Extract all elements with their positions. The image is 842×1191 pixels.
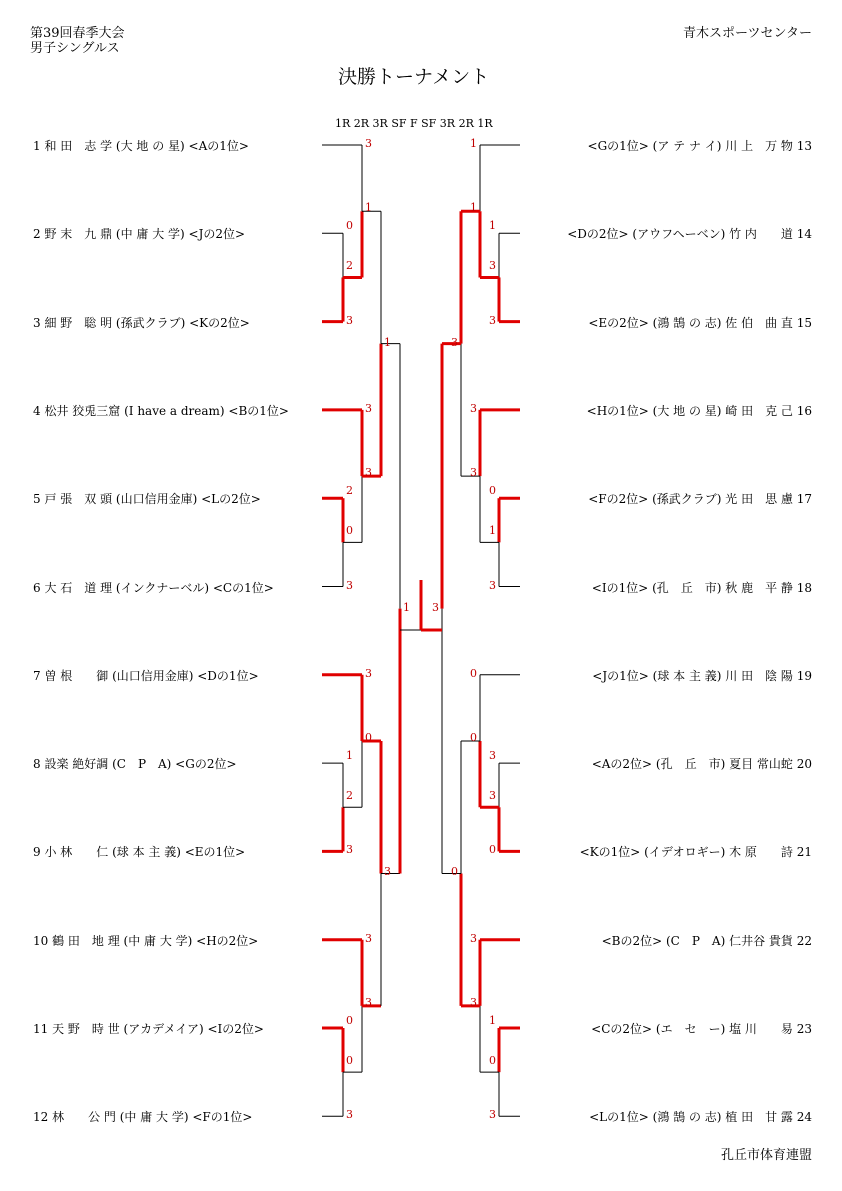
right-entry: <Cの2位> (エ セ ー) 塩 川 易 23: [591, 1022, 812, 1036]
match-score: 3: [489, 259, 496, 273]
match-score: 3: [489, 749, 496, 763]
match-score: 0: [470, 731, 477, 745]
match-score: 3: [365, 401, 372, 415]
match-score: 0: [346, 524, 353, 538]
match-score: 0: [470, 666, 477, 680]
match-score: 3: [470, 931, 477, 945]
match-score: 2: [346, 789, 353, 803]
match-score: 1: [470, 137, 477, 150]
match-score: 0: [489, 843, 496, 857]
left-entry: 11 天 野 時 世 (アカデメイア) <Iの2位>: [33, 1022, 264, 1036]
left-entry: 7 曽 根 御 (山口信用金庫) <Dの1位>: [33, 668, 259, 683]
right-entry: <Eの2位> (鴻 鵠 の 志) 佐 伯 曲 直 15: [588, 315, 812, 330]
match-score: 3: [489, 1108, 496, 1122]
match-score: 3: [432, 600, 439, 614]
match-score: 3: [365, 137, 372, 150]
match-score: 2: [346, 259, 353, 273]
match-score: 1: [489, 219, 496, 233]
match-score: 0: [489, 1054, 496, 1068]
right-entry: <Gの1位> (ア テ ナ イ) 川 上 万 物 13: [587, 139, 812, 153]
left-entry: 6 大 石 道 理 (インクナーベル) <Cの1位>: [33, 580, 274, 595]
match-score: 1: [489, 524, 496, 538]
left-entry: 10 鶴 田 地 理 (中 庸 大 学) <Hの2位>: [33, 933, 259, 948]
match-score: 3: [384, 865, 391, 879]
event-category: 男子シングルス: [30, 41, 120, 56]
match-score: 0: [451, 865, 458, 879]
round-labels: 1R 2R 3R SF F SF 3R 2R 1R: [335, 117, 493, 130]
left-entry: 5 戸 張 双 頭 (山口信用金庫) <Lの2位>: [33, 492, 261, 507]
right-entry: <Bの2位> (C P A) 仁井谷 貴貨 22: [601, 933, 812, 948]
match-score: 3: [365, 931, 372, 945]
match-score: 3: [346, 843, 353, 857]
match-score: 3: [365, 466, 372, 480]
match-score: 3: [470, 401, 477, 415]
right-entry: <Hの1位> (大 地 の 星) 崎 田 克 己 16: [586, 403, 812, 418]
page-title: 決勝トーナメント: [338, 66, 490, 88]
left-entry: 3 細 野 聡 明 (孫武クラブ) <Kの2位>: [33, 315, 250, 330]
match-score: 3: [489, 578, 496, 592]
match-score: 3: [489, 789, 496, 803]
match-score: 1: [489, 1014, 496, 1027]
match-score: 3: [346, 1108, 353, 1122]
match-score: 3: [470, 466, 477, 480]
right-entry: <Dの2位> (アウフヘーベン) 竹 内 道 14: [567, 227, 812, 242]
left-entry: 9 小 林 仁 (球 本 主 義) <Eの1位>: [33, 845, 246, 860]
venue: 青木スポーツセンター: [683, 26, 812, 41]
right-entry: <Lの1位> (鴻 鵠 の 志) 植 田 甘 露 24: [589, 1110, 812, 1125]
right-entry: <Iの1位> (孔 丘 市) 秋 鹿 平 静 18: [591, 580, 812, 595]
left-entry: 12 林 公 門 (中 庸 大 学) <Fの1位>: [33, 1110, 253, 1125]
match-score: 1: [470, 201, 477, 215]
match-score: 3: [365, 995, 372, 1009]
organizer-footer: 孔丘市体育連盟: [720, 1148, 812, 1163]
match-score: 1: [365, 201, 372, 215]
match-score: 1: [384, 335, 391, 349]
match-score: 0: [346, 1014, 353, 1027]
right-entry: <Kの1位> (イデオロギー) 木 原 詩 21: [579, 845, 812, 860]
left-entry: 2 野 末 九 鼎 (中 庸 大 学) <Jの2位>: [33, 227, 246, 242]
event-name: 第39回春季大会: [30, 26, 125, 41]
match-score: 0: [346, 1054, 353, 1068]
left-entry: 4 松井 狡兎三窟 (I have a dream) <Bの1位>: [33, 403, 289, 418]
match-score: 2: [346, 484, 353, 498]
match-score: 3: [470, 995, 477, 1009]
match-score: 1: [403, 600, 410, 614]
right-entry: <Jの1位> (球 本 主 義) 川 田 陰 陽 19: [592, 668, 812, 683]
left-entry: 1 和 田 志 学 (大 地 の 星) <Aの1位>: [33, 139, 249, 153]
match-score: 3: [489, 313, 496, 327]
match-score: 3: [346, 313, 353, 327]
match-score: 3: [365, 666, 372, 680]
match-score: 0: [489, 484, 496, 498]
right-entry: <Fの2位> (孫武クラブ) 光 田 思 慮 17: [588, 492, 812, 507]
match-score: 3: [451, 335, 458, 349]
right-entry: <Aの2位> (孔 丘 市) 夏目 常山蛇 20: [591, 757, 812, 772]
match-score: 1: [346, 749, 353, 763]
left-entry: 8 設楽 絶好調 (C P A) <Gの2位>: [33, 757, 237, 772]
match-score: 0: [346, 219, 353, 233]
match-score: 0: [365, 731, 372, 745]
match-score: 3: [346, 578, 353, 592]
